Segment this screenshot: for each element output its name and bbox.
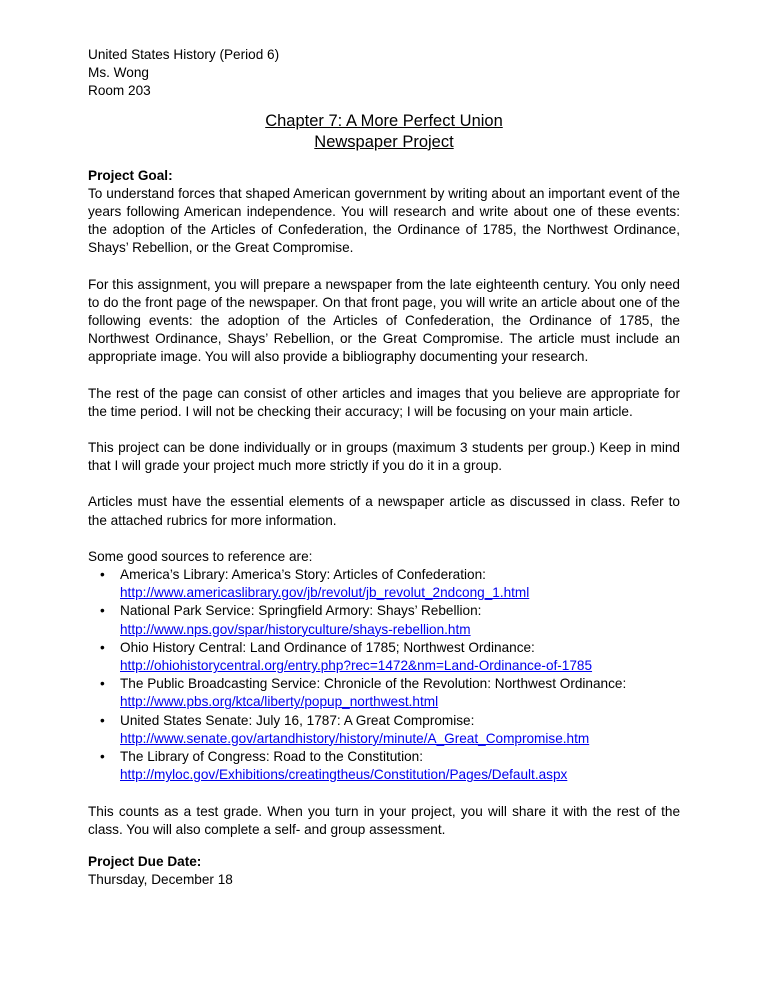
- article-elements-paragraph: Articles must have the essential elements of a newspaper article as discussed in class. Refer to the attached rubrics for more information.: [88, 494, 680, 528]
- sources-section: [88, 548, 680, 785]
- bullet-icon: •: [100, 567, 105, 583]
- source-link[interactable]: http://www.senate.gov/artandhistory/history/minute/A_Great_Compromise.htm: [120, 730, 590, 746]
- room-number: Room 203: [88, 83, 151, 99]
- list-item: [100, 566, 680, 602]
- due-date: Thursday, December 18: [88, 872, 233, 888]
- sources-intro: Some good sources to reference are:: [88, 548, 313, 564]
- sources-list: [88, 566, 680, 784]
- due-date-heading: Project Due Date:: [88, 853, 202, 869]
- source-title: United States Senate: July 16, 1787: A Great Compromise:: [120, 712, 475, 728]
- list-item: [100, 712, 680, 748]
- project-title: Newspaper Project: [314, 132, 454, 151]
- source-title: The Public Broadcasting Service: Chronicle of the Revolution: Northwest Ordinance:: [120, 676, 627, 692]
- document-page: [88, 46, 680, 889]
- bullet-icon: •: [100, 712, 105, 728]
- list-item: [100, 675, 680, 711]
- source-title: National Park Service: Springfield Armory: Shays’ Rebellion:: [120, 603, 482, 619]
- goal-section: [88, 167, 680, 258]
- teacher-name: Ms. Wong: [88, 65, 149, 81]
- list-item: [100, 748, 680, 784]
- bullet-icon: •: [100, 639, 105, 655]
- groups-paragraph: This project can be done individually or in groups (maximum 3 students per group.) Keep in mind that I will grade your project much more strictly if you do it in a group.: [88, 440, 680, 474]
- goal-text: To understand forces that shaped American government by writing about an important event of the years following American independence. You will research and write about one of these events: the adoption of the Articles of Confederation, the Ordinance of 1785, the Northwest Ordinance, Shays’ Rebellion, or the Great Compromise.: [88, 185, 680, 256]
- assignment-paragraph: For this assignment, you will prepare a newspaper from the late eighteenth century. You only need to do the front page of the newspaper. On that front page, you will write an article about one of the following events: the adoption of the Articles of Confederation, the Ordinance of 1785, the Northwest Ordinance, Shays’ Rebellion, or the Great Compromise. The article must include an appropriate image. You will also provide a bibliography documenting your research.: [88, 276, 680, 365]
- list-item: [100, 639, 680, 675]
- source-link[interactable]: http://ohiohistorycentral.org/entry.php?rec=1472&nm=Land-Ordinance-of-1785: [120, 658, 593, 674]
- grading-paragraph: This counts as a test grade. When you turn in your project, you will share it with the rest of the class. You will also complete a self- and group assessment.: [88, 803, 680, 837]
- document-header: [88, 46, 680, 101]
- bullet-icon: •: [100, 749, 105, 765]
- source-title: Ohio History Central: Land Ordinance of 1785; Northwest Ordinance:: [120, 639, 535, 655]
- goal-heading: Project Goal:: [88, 167, 173, 183]
- source-link[interactable]: http://www.pbs.org/ktca/liberty/popup_northwest.html: [120, 694, 439, 710]
- document-title: [88, 111, 680, 153]
- bullet-icon: •: [100, 603, 105, 619]
- due-date-section: [88, 853, 680, 889]
- source-link[interactable]: http://myloc.gov/Exhibitions/creatingtheus/Constitution/Pages/Default.aspx: [120, 767, 568, 783]
- source-title: The Library of Congress: Road to the Constitution:: [120, 749, 423, 765]
- course-name: United States History (Period 6): [88, 47, 280, 62]
- chapter-title: Chapter 7: A More Perfect Union: [265, 111, 503, 130]
- bullet-icon: •: [100, 676, 105, 692]
- source-link[interactable]: http://www.americaslibrary.gov/jb/revolut/jb_revolut_2ndcong_1.html: [120, 585, 530, 601]
- list-item: [100, 602, 680, 638]
- rest-of-page-paragraph: The rest of the page can consist of other articles and images that you believe are appropriate for the time period. I will not be checking their accuracy; I will be focusing on your main article.: [88, 385, 680, 419]
- source-link[interactable]: http://www.nps.gov/spar/historyculture/shays-rebellion.htm: [120, 621, 471, 637]
- source-title: America’s Library: America’s Story: Articles of Confederation:: [120, 567, 486, 583]
